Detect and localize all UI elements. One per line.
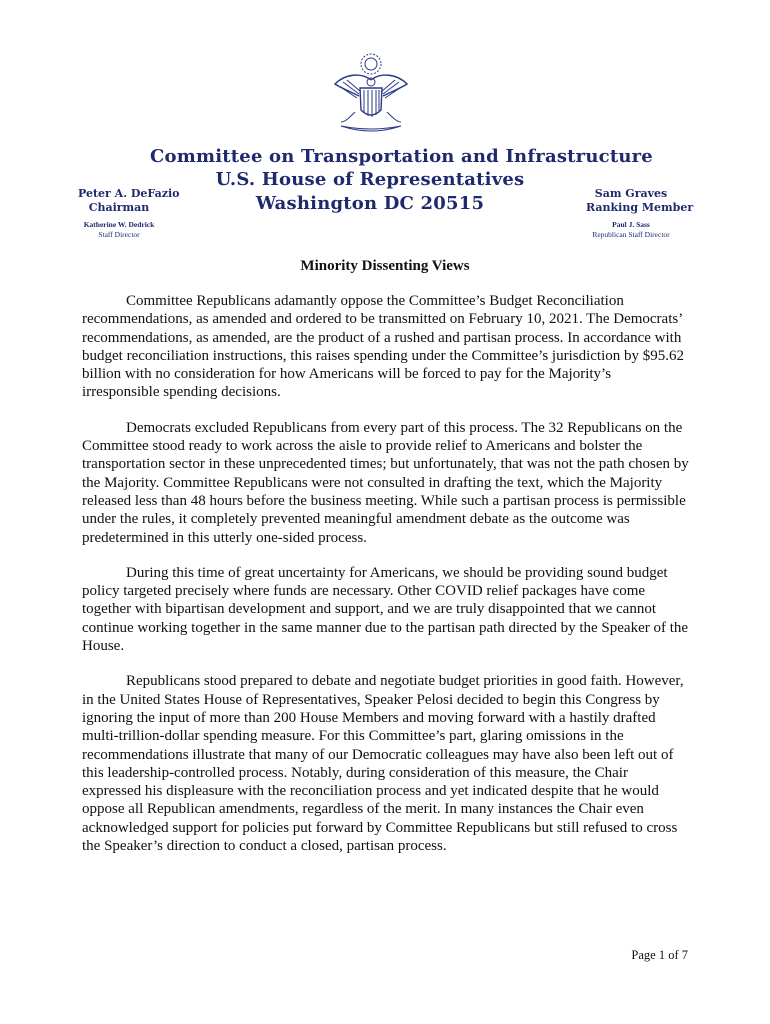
document-title: Minority Dissenting Views [300, 258, 470, 274]
paragraph-2: Democrats excluded Republicans from every part of this process. The 32 Republicans on the Committee stood ready to work across the aisle to provide relief to Americans and bolster the transportation sector in these unprecedented times; but unfortunately, that was not the path chosen by the Majority. Committee Republicans were not consulted in drafting the text, which the Majority released less than 48 hours before the business meeting. While such a partisan process is permissible under the rules, it completely prevented meaningful amendment debate as the outcome was predetermined in this utterly one-sided process. [82, 419, 689, 546]
chairman-staff-title: Staff Director [98, 230, 140, 239]
great-seal-eagle-icon [331, 52, 411, 138]
ranking-member-name: Sam Graves [594, 187, 668, 200]
page-number: Page 1 of 7 [631, 948, 688, 962]
ranking-member-staff-name: Paul J. Sass [612, 220, 650, 229]
chairman-title: Chairman [88, 201, 150, 214]
chairman-staff-name: Katherine W. Dedrick [83, 220, 155, 229]
ranking-member-title: Ranking Member [586, 201, 694, 214]
committee-name: Committee on Transportation and Infrastructure [150, 146, 653, 167]
document-body [82, 292, 690, 872]
paragraph-3: During this time of great uncertainty for Americans, we should be providing sound budget policy targeted precisely where funds are necessary. Other COVID relief packages have come together with bipartisan development and support, and we are truly disappointed that we cannot continue working together in the same manner due to the partisan path directed by the Speaker of the House. [82, 564, 689, 655]
paragraph-1: Committee Republicans adamantly oppose the Committee’s Budget Reconciliation recommendations, as amended and ordered to be transmitted on February 10, 2021. The Democrats’ recommendations, as amended, are the product of a rushed and partisan process. In accordance with budget reconciliation instructions, this raises spending under the Committee’s jurisdiction by $95.62 billion with no consideration for how Americans will be forced to pay for the Majority’s irresponsible spending decisions. [82, 293, 684, 401]
chairman-name: Peter A. DeFazio [78, 187, 180, 200]
house-name: U.S. House of Representatives [215, 169, 525, 190]
ranking-member-staff-title: Republican Staff Director [592, 230, 670, 239]
committee-address: Washington DC 20515 [255, 193, 485, 214]
paragraph-4: Republicans stood prepared to debate and negotiate budget priorities in good faith. However, in the United States House of Representatives, Speaker Pelosi decided to begin this Congress by ignoring the input of more than 200 House Members and moving forward with a hastily drafted multi-trillion-dollar spending measure. For this Committee’s part, glaring omissions in the recommendations illustrate that many of our Democratic colleagues may have also been left out of this leadership-controlled process. Notably, during consideration of this measure, the Chair expressed his displeasure with the reconciliation process and yet indicated despite that he would oppose all Republican amendments, regardless of the merit. In many instances the Chair even acknowledged support for policies put forward by Committee Republicans but still refused to cross the Speaker’s direction to conduct a closed, partisan process. [82, 673, 684, 855]
